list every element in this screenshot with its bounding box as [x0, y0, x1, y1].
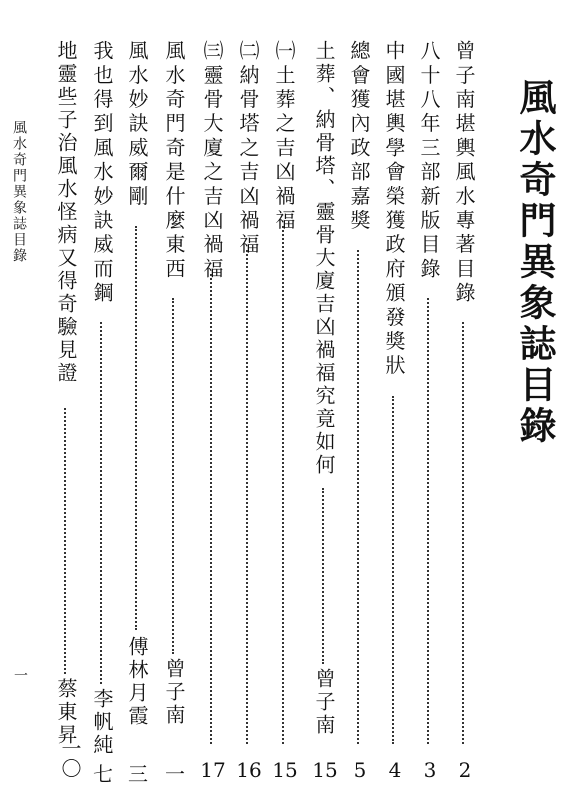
leader-dots [322, 488, 324, 664]
leader-dots [210, 274, 212, 744]
toc-entry-author: 傅林月霞 [125, 636, 149, 728]
toc-entry-title: 總會獲內政部嘉獎 [347, 40, 371, 234]
toc-entry-page: 3 [423, 758, 437, 782]
toc-entry[interactable] [160, 40, 190, 786]
toc-entry-title: 土葬、納骨塔、靈骨大廈吉凶禍福究竟如何 [312, 40, 336, 477]
toc-entry-title: 地靈些子治風水怪病又得奇驗見證 [54, 40, 78, 385]
page-title: 風水奇門異象誌目錄 [513, 78, 556, 447]
leader-dots [172, 298, 174, 654]
leader-dots [462, 322, 464, 744]
toc-entry-author: 李帆純 [90, 688, 114, 757]
toc-entry-page: 三 [128, 762, 148, 786]
leader-dots [392, 396, 394, 744]
toc-entry[interactable] [234, 40, 264, 780]
toc-entry-page: 一 [165, 762, 185, 786]
toc-entry-title: ㈢靈骨大廈之吉凶禍福 [200, 40, 224, 282]
leader-dots [427, 298, 429, 744]
leader-dots [357, 250, 359, 744]
toc-entry-title: 中國堪輿學會榮獲政府頒發獎狀 [382, 40, 406, 379]
leader-dots [246, 250, 248, 744]
toc-entry-page: 2 [458, 758, 472, 782]
toc-entry-title: 曾子南堪輿風水專著目錄 [452, 40, 476, 307]
toc-entry-title: ㈡納骨塔之吉凶禍福 [236, 40, 260, 258]
toc-entry[interactable] [345, 40, 375, 780]
toc-entry-title: 風水奇門奇是什麼東西 [162, 40, 186, 282]
toc-entry-page: 15 [312, 758, 338, 782]
toc-entry-title: 風水妙訣威爾剛 [125, 40, 149, 210]
toc-entry-title: 八十八年三部新版目錄 [417, 40, 441, 282]
folio-number: 一 [12, 668, 28, 682]
toc-entry-page: 5 [353, 758, 367, 782]
toc-entry-page: 4 [388, 758, 402, 782]
leader-dots [64, 408, 66, 674]
toc-entry[interactable] [450, 40, 480, 780]
running-header: 風水奇門異象誌目錄 [11, 120, 27, 264]
toc-entry[interactable] [380, 40, 410, 780]
toc-entry-page: 15 [272, 758, 298, 782]
toc-entry-page: 17 [200, 758, 226, 782]
leader-dots [135, 226, 137, 630]
toc-entry-page: 一〇 [58, 738, 82, 778]
toc-entry[interactable] [123, 40, 153, 786]
toc-entry[interactable] [88, 40, 118, 786]
toc-entry-title: 我也得到風水妙訣威而鋼 [90, 40, 114, 307]
toc-entry-author: 曾子南 [162, 658, 186, 727]
leader-dots [100, 322, 102, 684]
toc-entry-page: 16 [236, 758, 262, 782]
toc-entry[interactable] [415, 40, 445, 780]
toc-entry[interactable] [310, 40, 340, 780]
toc-entry[interactable] [270, 40, 300, 780]
toc-entry[interactable] [52, 40, 82, 780]
toc-entry-title: ㈠土葬之吉凶禍福 [272, 40, 296, 234]
toc-entry[interactable] [198, 40, 228, 780]
toc-entry-author: 蔡東昇 [54, 678, 78, 747]
leader-dots [282, 226, 284, 744]
toc-entry-page: 七 [93, 762, 113, 786]
toc-entry-author: 曾子南 [312, 668, 336, 737]
